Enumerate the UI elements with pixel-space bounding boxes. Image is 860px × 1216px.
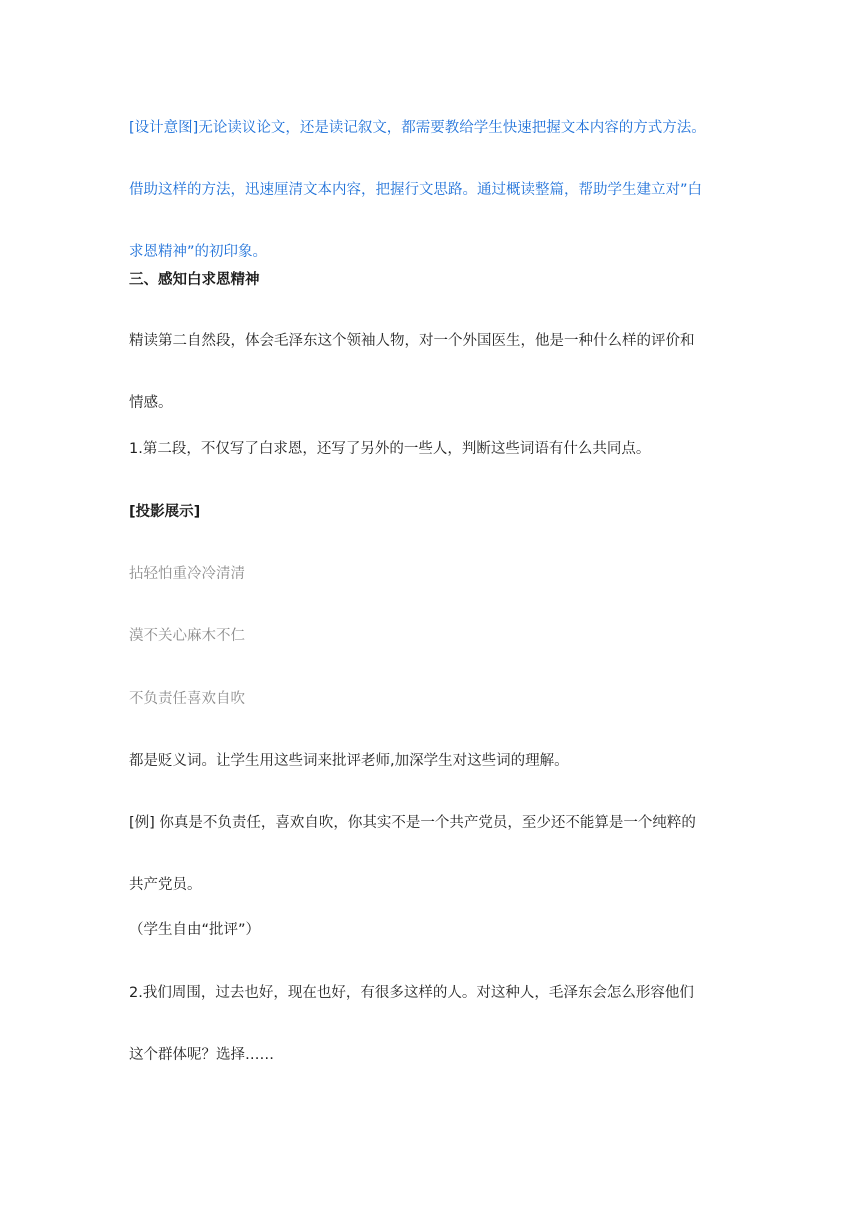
question-1: 1.第二段，不仅写了白求恩，还写了另外的一些人，判断这些词语有什么共同点。	[129, 441, 651, 457]
question-2-paragraph	[129, 978, 741, 1071]
intro-line: 精读第二自然段，体会毛泽东这个领袖人物，对一个外国医生，他是一种什么样的评价和	[129, 333, 695, 349]
design-intent-paragraph	[129, 113, 741, 268]
example-line: 共产党员。	[129, 877, 202, 893]
design-intent-line: [设计意图]无论读议论文，还是读记叙文，都需要教给学生快速把握文本内容的方式方法。	[129, 120, 706, 136]
intro-line: 情感。	[129, 395, 173, 411]
projected-word-line: 漠不关心麻木不仁	[129, 628, 245, 644]
question-2-line: 2.我们周围，过去也好，现在也好，有很多这样的人。对这种人，毛泽东会怎么形容他们	[129, 985, 694, 1001]
intro-paragraph	[129, 326, 741, 419]
question-2-line: 这个群体呢？选择……	[129, 1047, 274, 1063]
student-note: （学生自由“批评”）	[129, 922, 261, 938]
section-heading: 三、感知白求恩精神	[129, 272, 260, 288]
projected-word-line: 不负责任喜欢自吹	[129, 691, 245, 707]
projection-label: [投影展示]	[129, 504, 201, 520]
example-paragraph	[129, 808, 741, 901]
design-intent-line: 借助这样的方法，迅速厘清文本内容，把握行文思路。通过概读整篇，帮助学生建立对”白	[129, 182, 703, 198]
conclusion-text: 都是贬义词。让学生用这些词来批评老师,加深学生对这些词的理解。	[129, 753, 569, 769]
example-line: [例] 你真是不负责任，喜欢自吹，你其实不是一个共产党员，至少还不能算是一个纯粹的	[129, 815, 696, 831]
design-intent-line: 求恩精神”的初印象。	[129, 244, 268, 260]
projected-word-line: 拈轻怕重冷冷清清	[129, 566, 245, 582]
